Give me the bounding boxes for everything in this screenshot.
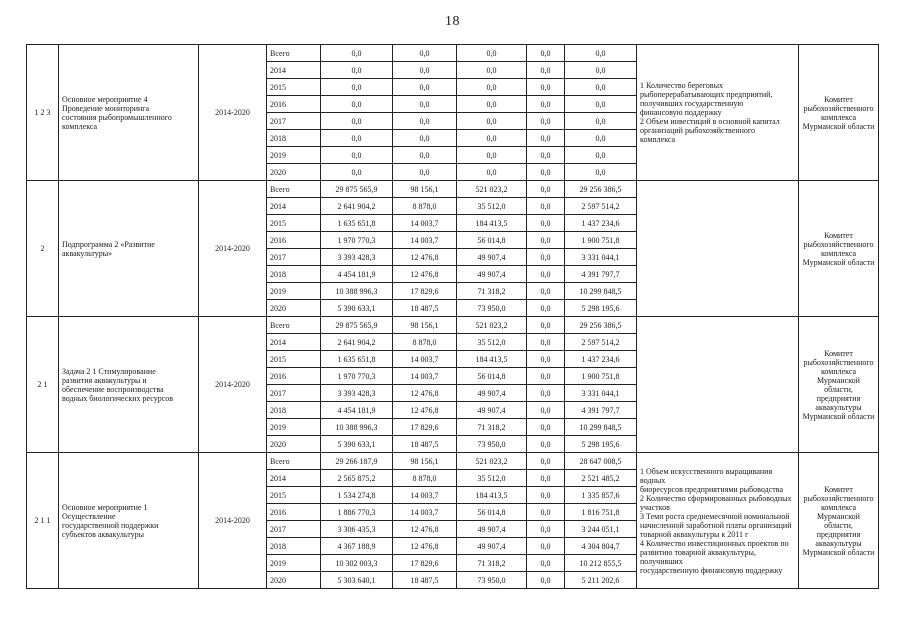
funding-other-cell: 3 331 044,1 [565,249,637,266]
funding-local-cell: 0,0 [527,181,565,198]
funding-regional-cell: 0,0 [457,79,527,96]
funding-regional-cell: 35 512,0 [457,470,527,487]
funding-federal-cell: 14 003,7 [393,487,457,504]
funding-regional-cell: 49 907,4 [457,521,527,538]
funding-federal-cell: 0,0 [393,79,457,96]
funding-regional-cell: 49 907,4 [457,538,527,555]
year-cell: 2015 [267,79,321,96]
program-funding-table [26,44,879,589]
funding-total-cell: 4 367 188,9 [321,538,393,555]
year-cell: 2014 [267,198,321,215]
item-period: 2014-2020 [199,453,267,589]
funding-other-cell: 10 212 855,5 [565,555,637,572]
funding-local-cell: 0,0 [527,79,565,96]
funding-federal-cell: 0,0 [393,130,457,147]
funding-federal-cell: 12 476,8 [393,538,457,555]
funding-federal-cell: 0,0 [393,113,457,130]
funding-local-cell: 0,0 [527,130,565,147]
funding-regional-cell: 71 318,2 [457,555,527,572]
funding-total-cell: 10 388 996,3 [321,283,393,300]
year-cell: 2016 [267,368,321,385]
indicators-cell [637,317,799,453]
funding-other-cell: 0,0 [565,45,637,62]
funding-federal-cell: 0,0 [393,62,457,79]
funding-regional-cell: 49 907,4 [457,249,527,266]
funding-regional-cell: 521 023,2 [457,317,527,334]
year-cell: 2018 [267,402,321,419]
funding-total-cell: 3 306 435,3 [321,521,393,538]
year-cell: 2015 [267,487,321,504]
funding-other-cell: 10 299 848,5 [565,283,637,300]
year-cell: 2016 [267,504,321,521]
funding-total-cell: 2 641 904,2 [321,198,393,215]
year-cell: 2020 [267,572,321,589]
year-cell: Всего [267,181,321,198]
year-cell: Всего [267,317,321,334]
funding-other-cell: 10 299 848,5 [565,419,637,436]
funding-total-cell: 29 266 187,9 [321,453,393,470]
funding-local-cell: 0,0 [527,164,565,181]
year-cell: 2016 [267,232,321,249]
year-cell: 2017 [267,521,321,538]
year-cell: 2016 [267,96,321,113]
funding-regional-cell: 35 512,0 [457,198,527,215]
item-name: Задача 2 1 Стимулирование развития аквакультуры и обеспечение воспроизводства водных биологических ресурсов [59,317,199,453]
funding-local-cell: 0,0 [527,215,565,232]
funding-federal-cell: 14 003,7 [393,351,457,368]
funding-other-cell: 1 900 751,8 [565,368,637,385]
funding-regional-cell: 184 413,5 [457,487,527,504]
funding-federal-cell: 14 003,7 [393,232,457,249]
funding-regional-cell: 73 950,0 [457,436,527,453]
funding-regional-cell: 521 023,2 [457,181,527,198]
funding-federal-cell: 14 003,7 [393,368,457,385]
funding-regional-cell: 184 413,5 [457,351,527,368]
funding-local-cell: 0,0 [527,419,565,436]
funding-other-cell: 0,0 [565,62,637,79]
year-cell: 2014 [267,334,321,351]
funding-other-cell: 1 816 751,8 [565,504,637,521]
funding-total-cell: 5 390 633,1 [321,300,393,317]
funding-regional-cell: 56 014,8 [457,504,527,521]
funding-federal-cell: 98 156,1 [393,453,457,470]
funding-regional-cell: 0,0 [457,113,527,130]
item-name: Основное мероприятие 1 Осуществление государственной поддержки субъектов аквакультуры [59,453,199,589]
executor-cell: Комитет рыбохозяйственного комплекса Мурманской области [799,45,879,181]
year-cell: Всего [267,453,321,470]
item-name: Основное мероприятие 4 Проведение мониторинга состояния рыбопромышленного комплекса [59,45,199,181]
funding-local-cell: 0,0 [527,283,565,300]
year-cell: 2017 [267,249,321,266]
funding-local-cell: 0,0 [527,249,565,266]
funding-regional-cell: 73 950,0 [457,300,527,317]
table-row [27,45,879,62]
funding-other-cell: 1 437 234,6 [565,215,637,232]
funding-total-cell: 1 635 651,8 [321,351,393,368]
funding-regional-cell: 71 318,2 [457,283,527,300]
funding-other-cell: 0,0 [565,96,637,113]
funding-total-cell: 1 534 274,8 [321,487,393,504]
funding-federal-cell: 8 878,0 [393,334,457,351]
funding-total-cell: 0,0 [321,45,393,62]
funding-other-cell: 0,0 [565,79,637,96]
funding-local-cell: 0,0 [527,334,565,351]
funding-regional-cell: 0,0 [457,147,527,164]
funding-federal-cell: 18 487,5 [393,436,457,453]
funding-regional-cell: 56 014,8 [457,368,527,385]
item-period: 2014-2020 [199,181,267,317]
year-cell: 2018 [267,538,321,555]
funding-total-cell: 10 388 996,3 [321,419,393,436]
funding-local-cell: 0,0 [527,96,565,113]
funding-total-cell: 3 393 428,3 [321,249,393,266]
funding-federal-cell: 98 156,1 [393,181,457,198]
funding-local-cell: 0,0 [527,232,565,249]
funding-federal-cell: 12 476,8 [393,402,457,419]
funding-total-cell: 0,0 [321,130,393,147]
indicators-cell [637,181,799,317]
page-number: 18 [445,14,460,29]
funding-federal-cell: 12 476,8 [393,266,457,283]
table-row [27,181,879,198]
year-cell: 2018 [267,130,321,147]
funding-local-cell: 0,0 [527,470,565,487]
funding-other-cell: 5 298 195,6 [565,436,637,453]
funding-local-cell: 0,0 [527,538,565,555]
item-number: 1 2 3 [27,45,59,181]
funding-regional-cell: 0,0 [457,45,527,62]
year-cell: 2019 [267,555,321,572]
funding-local-cell: 0,0 [527,487,565,504]
funding-total-cell: 0,0 [321,96,393,113]
funding-local-cell: 0,0 [527,300,565,317]
executor-cell: Комитет рыбохозяйственного комплекса Мурманской области, предприятия аквакультуры Мурманской области [799,453,879,589]
funding-federal-cell: 98 156,1 [393,317,457,334]
funding-total-cell: 29 875 565,9 [321,317,393,334]
year-cell: 2019 [267,419,321,436]
funding-local-cell: 0,0 [527,266,565,283]
year-cell: 2018 [267,266,321,283]
year-cell: 2019 [267,147,321,164]
funding-total-cell: 0,0 [321,164,393,181]
funding-other-cell: 2 597 514,2 [565,198,637,215]
executor-cell: Комитет рыбохозяйственного комплекса Мурманской области, предприятия аквакультуры Мурманской области [799,317,879,453]
table-row [27,453,879,470]
year-cell: Всего [267,45,321,62]
item-name: Подпрограмма 2 «Развитие аквакультуры» [59,181,199,317]
funding-federal-cell: 8 878,0 [393,470,457,487]
funding-total-cell: 1 635 651,8 [321,215,393,232]
funding-total-cell: 1 970 770,3 [321,232,393,249]
funding-local-cell: 0,0 [527,147,565,164]
funding-other-cell: 5 211 202,6 [565,572,637,589]
funding-regional-cell: 521 023,2 [457,453,527,470]
funding-local-cell: 0,0 [527,45,565,62]
indicators-cell: 1 Объем искусственного выращивания водных биоресурсов предприятиями рыбоводства 2 Количество сформированных рыбоводных участков 3 Темп роста среднемесячной номинальной начисленной заработной платы организаций товарной аквакультуры к 2011 г 4 Количество инвестиционных проектов по развитию товарной аквакультуры, получивших государственную финансовую поддержку [637,453,799,589]
funding-local-cell: 0,0 [527,317,565,334]
funding-regional-cell: 73 950,0 [457,572,527,589]
funding-local-cell: 0,0 [527,198,565,215]
executor-cell: Комитет рыбохозяйственного комплекса Мурманской области [799,181,879,317]
funding-local-cell: 0,0 [527,453,565,470]
funding-local-cell: 0,0 [527,504,565,521]
funding-federal-cell: 8 878,0 [393,198,457,215]
funding-local-cell: 0,0 [527,351,565,368]
funding-regional-cell: 0,0 [457,62,527,79]
item-period: 2014-2020 [199,317,267,453]
funding-other-cell: 2 597 514,2 [565,334,637,351]
year-cell: 2014 [267,62,321,79]
funding-local-cell: 0,0 [527,62,565,79]
funding-federal-cell: 18 487,5 [393,300,457,317]
funding-total-cell: 1 970 770,3 [321,368,393,385]
item-number: 2 1 1 [27,453,59,589]
funding-other-cell: 1 900 751,8 [565,232,637,249]
funding-other-cell: 29 256 386,5 [565,317,637,334]
funding-regional-cell: 0,0 [457,164,527,181]
funding-total-cell: 10 302 003,3 [321,555,393,572]
funding-federal-cell: 17 829,6 [393,419,457,436]
funding-federal-cell: 17 829,6 [393,555,457,572]
funding-total-cell: 2 565 875,2 [321,470,393,487]
funding-total-cell: 2 641 904,2 [321,334,393,351]
funding-federal-cell: 12 476,8 [393,521,457,538]
funding-federal-cell: 14 003,7 [393,504,457,521]
indicators-cell: 1 Количество береговых рыбоперерабатывающих предприятий, получивших государственную финансовую поддержку 2 Объем инвестиций в основной капитал организаций рыбохозяйственного комплекса [637,45,799,181]
funding-other-cell: 1 437 234,6 [565,351,637,368]
table-row [27,317,879,334]
funding-regional-cell: 35 512,0 [457,334,527,351]
funding-other-cell: 4 391 797,7 [565,402,637,419]
funding-total-cell: 29 875 565,9 [321,181,393,198]
funding-total-cell: 0,0 [321,113,393,130]
funding-regional-cell: 49 907,4 [457,385,527,402]
year-cell: 2020 [267,164,321,181]
year-cell: 2020 [267,436,321,453]
year-cell: 2015 [267,215,321,232]
year-cell: 2014 [267,470,321,487]
funding-total-cell: 1 886 770,3 [321,504,393,521]
funding-regional-cell: 49 907,4 [457,266,527,283]
funding-other-cell: 0,0 [565,147,637,164]
item-period: 2014-2020 [199,45,267,181]
funding-other-cell: 3 244 051,1 [565,521,637,538]
funding-other-cell: 5 298 195,6 [565,300,637,317]
year-cell: 2017 [267,385,321,402]
funding-other-cell: 0,0 [565,130,637,147]
funding-other-cell: 29 256 386,5 [565,181,637,198]
funding-total-cell: 0,0 [321,62,393,79]
funding-local-cell: 0,0 [527,521,565,538]
item-number: 2 1 [27,317,59,453]
funding-regional-cell: 71 318,2 [457,419,527,436]
funding-local-cell: 0,0 [527,113,565,130]
funding-total-cell: 0,0 [321,79,393,96]
funding-local-cell: 0,0 [527,385,565,402]
funding-federal-cell: 17 829,6 [393,283,457,300]
funding-federal-cell: 0,0 [393,147,457,164]
funding-regional-cell: 56 014,8 [457,232,527,249]
item-number: 2 [27,181,59,317]
funding-regional-cell: 49 907,4 [457,402,527,419]
funding-federal-cell: 14 003,7 [393,215,457,232]
funding-total-cell: 5 303 640,1 [321,572,393,589]
funding-total-cell: 4 454 181,9 [321,266,393,283]
funding-other-cell: 0,0 [565,164,637,181]
funding-other-cell: 4 391 797,7 [565,266,637,283]
year-cell: 2019 [267,283,321,300]
funding-other-cell: 2 521 485,2 [565,470,637,487]
year-cell: 2015 [267,351,321,368]
funding-other-cell: 3 331 044,1 [565,385,637,402]
year-cell: 2020 [267,300,321,317]
funding-total-cell: 5 390 633,1 [321,436,393,453]
funding-federal-cell: 0,0 [393,45,457,62]
funding-total-cell: 3 393 428,3 [321,385,393,402]
funding-federal-cell: 0,0 [393,96,457,113]
funding-other-cell: 4 304 804,7 [565,538,637,555]
funding-federal-cell: 0,0 [393,164,457,181]
funding-other-cell: 0,0 [565,113,637,130]
funding-local-cell: 0,0 [527,436,565,453]
funding-local-cell: 0,0 [527,402,565,419]
funding-total-cell: 4 454 181,9 [321,402,393,419]
funding-other-cell: 1 335 857,6 [565,487,637,504]
funding-federal-cell: 18 487,5 [393,572,457,589]
funding-other-cell: 28 647 008,5 [565,453,637,470]
funding-regional-cell: 0,0 [457,130,527,147]
funding-local-cell: 0,0 [527,572,565,589]
funding-regional-cell: 0,0 [457,96,527,113]
funding-federal-cell: 12 476,8 [393,249,457,266]
year-cell: 2017 [267,113,321,130]
funding-federal-cell: 12 476,8 [393,385,457,402]
funding-local-cell: 0,0 [527,368,565,385]
funding-regional-cell: 184 413,5 [457,215,527,232]
funding-local-cell: 0,0 [527,555,565,572]
funding-total-cell: 0,0 [321,147,393,164]
